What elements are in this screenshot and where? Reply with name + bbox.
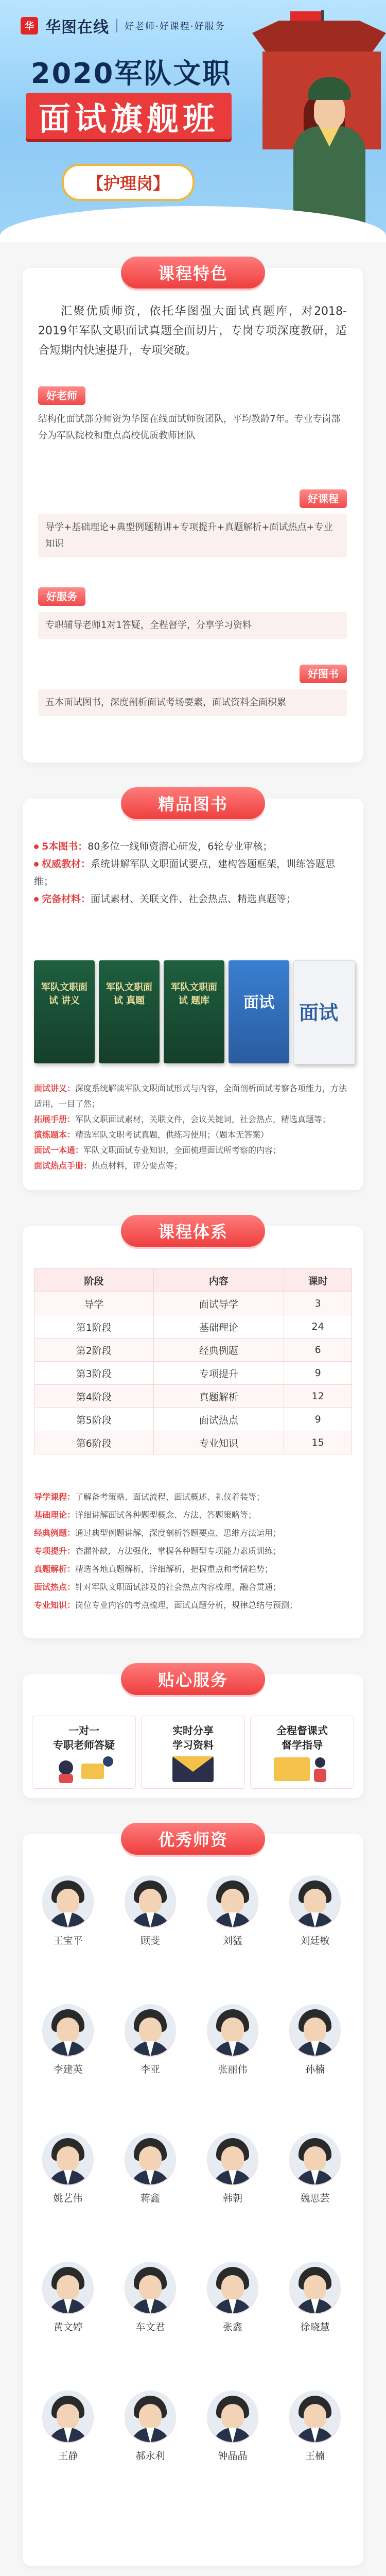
- feature-item: [38, 587, 347, 639]
- course-desc-item: 专业知识：岗位专业内容的考点梳理，面试真题分析，规律总结与预测；: [34, 1600, 298, 1610]
- feature-text: 结构化面试部分师资为华图在线面试师资团队，平均教龄7年。专业专岗部分为军队院校和重点高校优质教师团队: [38, 414, 341, 441]
- feature-text: 导学+基础理论+典型例题精讲+专项提升+真题解析+面试热点+专业知识: [38, 514, 347, 557]
- course-table: [34, 1268, 352, 1454]
- avatar: [289, 2262, 341, 2313]
- service-title: 一对一 专职老师答疑: [53, 1724, 115, 1751]
- feature-item: [38, 489, 347, 557]
- teacher-card: [279, 1875, 351, 1963]
- teacher-name: 王楠: [305, 2450, 325, 2462]
- table-header-row: [34, 1269, 352, 1292]
- mail-icon: [160, 1752, 226, 1783]
- avatar: [125, 2391, 176, 2442]
- gate-roof: [252, 21, 386, 52]
- teacher-name: 魏思芸: [300, 2193, 330, 2204]
- brand-bar: [21, 14, 225, 37]
- teacher-name: 孙楠: [305, 2064, 325, 2075]
- position-tag: 【护理岗】: [62, 164, 195, 201]
- study-guide-icon: [269, 1752, 336, 1783]
- book-desc-item: 面试热点手册：热点材料，评分要点等；: [34, 1161, 183, 1171]
- teacher-name: 车文君: [135, 2321, 165, 2333]
- course-desc-item: 经典例题：通过典型例题讲解，深度剖析答题要点、思维方法运用；: [34, 1528, 282, 1538]
- course-desc-item: 面试热点：针对军队文职面试涉及的社会热点内容梳理、融合贯通；: [34, 1582, 282, 1592]
- avatar: [289, 2133, 341, 2184]
- teacher-card: [279, 2391, 351, 2478]
- book-cover: 面试: [293, 960, 355, 1064]
- table-header: 内容: [153, 1269, 284, 1292]
- brand-divider: [116, 19, 117, 32]
- service-card: [32, 1716, 136, 1789]
- course-desc-item: 基础理论：详细讲解面试各种题型概念、方法、答题策略等；: [34, 1510, 257, 1520]
- teacher-card: [197, 2133, 269, 2221]
- book-highlight: 5本图书：80多位一线师资潜心研发，6轮专业审核；: [34, 838, 353, 855]
- teacher-card: [114, 2391, 186, 2478]
- courses-section: [23, 1222, 363, 1638]
- avatar: [207, 1875, 258, 1927]
- book-descriptions: [34, 1081, 353, 1174]
- teacher-card: [114, 2262, 186, 2349]
- brand-logo-icon: 华: [21, 17, 38, 35]
- book-cover: 军队文职面试 题库: [164, 960, 224, 1063]
- book-cover: 军队文职面试 讲义: [34, 960, 95, 1063]
- soldier-illustration: [288, 77, 371, 232]
- book-desc-item: 面试讲义：深度系统解读军队文职面试形式与内容，全面剖析面试考察各项能力，方法适用，一目了然；: [34, 1083, 347, 1109]
- teacher-card: [197, 2262, 269, 2349]
- table-row: 导学 面试导学 3: [34, 1292, 352, 1315]
- teacher-card: [279, 2262, 351, 2349]
- book-highlight: 权威教材：系统讲解军队文职面试要点，建构答题框架，训练答题思维；: [34, 858, 336, 887]
- bullet-icon: [34, 844, 39, 849]
- teacher-name: 张鑫: [222, 2321, 242, 2333]
- teacher-name: 张丽伟: [218, 2064, 248, 2075]
- service-card: [141, 1716, 245, 1789]
- teacher-card: [114, 1875, 186, 1963]
- teacher-card: [32, 2004, 104, 2092]
- teacher-name: 姚艺伟: [53, 2193, 83, 2204]
- feature-tag: 好老师: [38, 386, 85, 405]
- feature-tag: 好课程: [300, 489, 347, 508]
- book-highlight: 完备材料：面试素材、关联文件、社会热点、精选真题等；: [34, 890, 353, 908]
- teacher-card: [197, 2391, 269, 2478]
- avatar: [207, 2133, 258, 2184]
- table-row: 第4阶段 真题解析 12: [34, 1385, 352, 1408]
- course-desc-item: 导学课程：了解备考策略、面试流程、面试概述、礼仪着装等；: [34, 1492, 265, 1502]
- features-title: 课程特色: [121, 257, 265, 289]
- teacher-card: [197, 1875, 269, 1963]
- feature-item: [38, 665, 347, 716]
- book-cover: 面试: [229, 960, 289, 1063]
- features-section: [23, 264, 363, 762]
- feature-item: [38, 386, 347, 444]
- books-section: [23, 794, 363, 1190]
- table-row: 第1阶段 基础理论 24: [34, 1315, 352, 1338]
- avatar: [125, 2133, 176, 2184]
- brand-slogan: 好老师·好课程·好服务: [125, 21, 225, 32]
- teachers-title: 优秀师资: [121, 1823, 265, 1855]
- teacher-name: 蒋鑫: [140, 2193, 160, 2204]
- table-row: 第3阶段 专项提升 9: [34, 1362, 352, 1385]
- avatar: [125, 2262, 176, 2313]
- books-title: 精品图书: [121, 787, 265, 819]
- service-title: 全程督课式 督学指导: [276, 1724, 328, 1751]
- table-row: 第6阶段 专业知识 15: [34, 1431, 352, 1454]
- teacher-name: 李亚: [140, 2064, 160, 2075]
- teacher-card: [279, 2133, 351, 2221]
- table-row: 第5阶段 面试热点 9: [34, 1408, 352, 1431]
- teacher-card: [32, 1875, 104, 1963]
- course-desc-item: 真题解析：精选各地真题解析，详细解析，把握重点和考情趋势；: [34, 1564, 273, 1574]
- teacher-name: 郝永利: [135, 2450, 165, 2462]
- hero-subtitle-banner: 面试旗舰班: [26, 93, 232, 139]
- table-header: 课时: [284, 1269, 352, 1292]
- book-desc-item: 拓展手册：军队文职面试素材，关联文件，会议关键词，社会热点，精选真题等；: [34, 1114, 331, 1124]
- services-section: [23, 1670, 363, 1798]
- avatar: [207, 2004, 258, 2056]
- services-title: 贴心服务: [121, 1663, 265, 1695]
- book-desc-item: 演练题本：精选军队文职考试真题，供练习使用；（题本无答案）: [34, 1130, 269, 1140]
- book-desc-item: 面试一本通：军队文职面试专业知识，全面梳理面试所考察的内容；: [34, 1145, 282, 1155]
- teacher-card: [114, 2133, 186, 2221]
- avatar: [42, 2133, 94, 2184]
- avatar: [42, 2262, 94, 2313]
- hero-title: 2020军队文职: [31, 57, 232, 90]
- teacher-name: 韩朝: [222, 2193, 242, 2204]
- service-card: [250, 1716, 354, 1789]
- service-title: 实时分享 学习资料: [172, 1724, 214, 1751]
- teacher-name: 王静: [58, 2450, 78, 2462]
- avatar: [125, 2004, 176, 2056]
- teacher-card: [32, 2391, 104, 2478]
- book-highlights: [34, 838, 353, 908]
- teacher-name: 刘廷敏: [300, 1935, 330, 1946]
- course-descriptions: [34, 1488, 353, 1614]
- teacher-name: 王宝平: [53, 1935, 83, 1946]
- qa-illustration-icon: [50, 1752, 117, 1783]
- feature-text: 五本面试图书，深度剖析面试考场要素，面试资料全面积累: [38, 689, 347, 716]
- course-desc-item: 专项提升：查漏补缺，方法强化，掌握各种题型专项能力素质训练；: [34, 1546, 282, 1556]
- avatar: [42, 2391, 94, 2442]
- avatar: [207, 2391, 258, 2442]
- avatar: [289, 1875, 341, 1927]
- teacher-name: 黄文婷: [53, 2321, 83, 2333]
- soldier-cap-icon: [308, 77, 351, 100]
- teacher-card: [279, 2004, 351, 2092]
- avatar: [207, 2262, 258, 2313]
- feature-tag: 好图书: [300, 665, 347, 683]
- teacher-name: 徐晓慧: [300, 2321, 330, 2333]
- bullet-icon: [34, 897, 39, 902]
- teacher-card: [32, 2262, 104, 2349]
- book-cover: 军队文职面试 真题: [99, 960, 160, 1063]
- avatar: [125, 1875, 176, 1927]
- teacher-card: [32, 2133, 104, 2221]
- teacher-name: 钟晶晶: [218, 2450, 248, 2462]
- teacher-card: [197, 2004, 269, 2092]
- features-intro: 汇聚优质师资，依托华图强大面试真题库，对2018-2019年军队文职面试真题全面切片，专岗专项深度教研，适合短期内快速提升，专项突破。: [38, 305, 347, 357]
- avatar: [289, 2391, 341, 2442]
- teacher-card: [114, 2004, 186, 2092]
- hero-banner: [0, 0, 386, 242]
- teacher-name: 顾斐: [140, 1935, 160, 1946]
- feature-tag: 好服务: [38, 587, 85, 606]
- book-covers: [23, 955, 363, 1074]
- brand-name: 华图在线: [45, 19, 109, 37]
- avatar: [289, 2004, 341, 2056]
- avatar: [42, 1875, 94, 1927]
- feature-text: 专职辅导老师1对1答疑，全程督学，分享学习资料: [38, 612, 347, 639]
- teacher-name: 李建英: [53, 2064, 83, 2075]
- courses-title: 课程体系: [121, 1215, 265, 1247]
- teachers-section: [23, 1830, 363, 2566]
- teacher-name: 刘猛: [222, 1935, 242, 1946]
- bullet-icon: [34, 862, 39, 867]
- table-row: 第2阶段 经典例题 6: [34, 1338, 352, 1362]
- avatar: [42, 2004, 94, 2056]
- table-header: 阶段: [34, 1269, 154, 1292]
